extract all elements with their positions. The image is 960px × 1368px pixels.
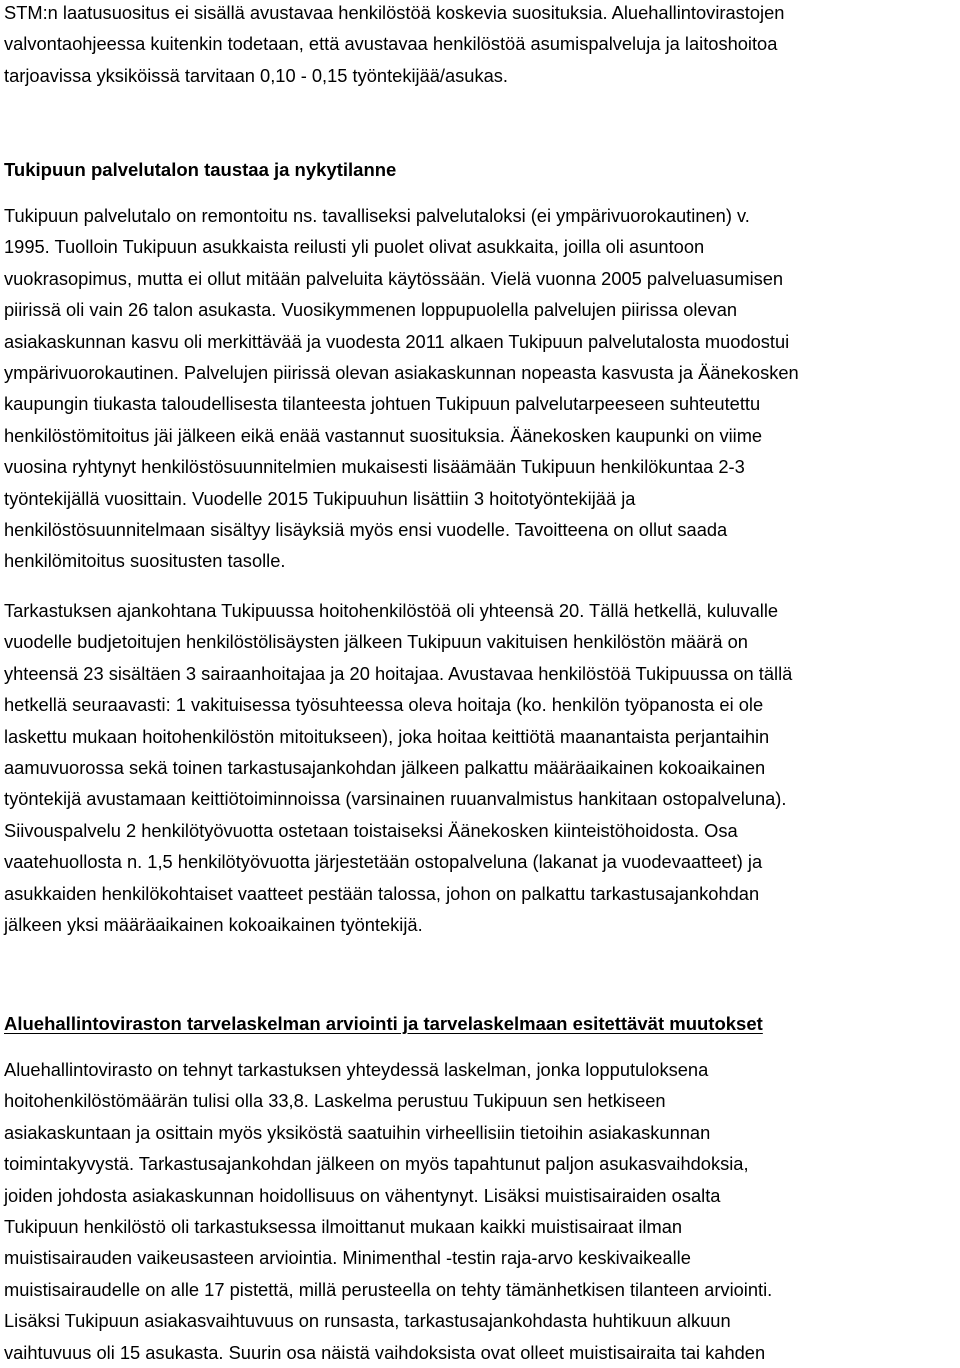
text-line: toimintakyvystä. Tarkastusajankohdan jälkeen on myös tapahtunut paljon asukasvaihdoksia, [4,1153,749,1175]
text-line: henkilömitoitus suositusten tasolle. [4,550,286,572]
text-line: Tukipuun palvelutalo on remontoitu ns. tavalliseksi palvelutaloksi (ei ympärivuorokautinen) v. [4,205,750,226]
text-line: asiakaskuntaan ja osittain myös yksiköstä saatuihin virheellisiin tietoihin asiakaskunnan [4,1121,711,1143]
text-line: vuosina ryhtynyt henkilöstösuunnitelmien mukaisesti lisäämään Tukipuun henkilökuntaa 2-3 [4,456,745,478]
text-line: työntekijällä vuosittain. Vuodelle 2015 Tukipuuhun lisättiin 3 hoitotyöntekijää ja [4,487,636,509]
text-line: joiden johdosta asiakaskunnan hoidollisuus on vähentynyt. Lisäksi muistisairaiden osalta [4,1184,721,1206]
paragraph-staff [4,595,792,940]
text-line: hetkellä seuraavasti: 1 vakituisessa työsuhteessa oleva hoitaja (ko. henkilön työpanosta ei ole [4,694,764,716]
text-line: laskettu mukaan hoitohenkilöstön mitoitukseen), joka hoitaa keittiötä maanantaista perjantaihin [4,725,770,747]
section-heading-background: Tukipuun palvelutalon taustaa ja nykytilanne [4,159,397,180]
text-line: vaihtuvuus oli 15 asukasta. Suurin osa näistä vaihdoksista ovat olleet muistisairaita tai kahden [4,1341,766,1363]
text-line: kaupungin tiukasta taloudellisesta tilanteesta johtuen Tukipuun palvelutarpeeseen suhteutettu [4,393,761,415]
paragraph-background [4,200,799,577]
text-line: asukkaiden henkilökohtaiset vaatteet pestään talossa, johon on palkattu tarkastusajankohdan [4,882,760,904]
text-line: ympärivuorokautinen. Palvelujen piirissä olevan asiakaskunnan nopeasta kasvusta ja Äänekosken [4,362,799,384]
text-line: työntekijä avustamaan keittiötoiminnoissa (varsinainen ruuanvalmistus hankitaan ostopalveluna). [4,788,787,810]
text-line: jälkeen yksi määräaikainen kokoaikainen työntekijä. [4,914,423,936]
text-line: piirissä oli vain 26 talon asukasta. Vuosikymmenen loppupuolella palvelujen piirissa olevan [4,299,738,321]
text-line: asiakaskunnan kasvu oli merkittävää ja vuodesta 2011 alkaen Tukipuun palvelutalosta muodostui [4,330,790,352]
text-line: yhteensä 23 sisältäen 3 sairaanhoitajaa ja 20 hoitajaa. Avustavaa henkilöstöä Tukipuussa on tällä [4,662,793,684]
text-line: tarjoavissa yksiköissä tarvitaan 0,10 - 0,15 työntekijää/asukas. [4,64,509,86]
text-line: Siivouspalvelu 2 henkilötyövuotta ostetaan toistaiseksi Äänekosken kiinteistöhoidosta. Osa [4,819,738,841]
text-line: muistisairaudelle on alle 17 pistettä, millä perusteella on tehty tämänhetkisen tilanteen arviointi. [4,1278,773,1300]
paragraph-assessment [4,1054,772,1368]
text-line: henkilöstösuunnitelmaan sisältyy lisäyksiä myös ensi vuodelle. Tavoitteena on ollut saada [4,519,728,541]
text-line: Aluehallintovirasto on tehnyt tarkastuksen yhteydessä laskelman, jonka lopputuloksena [4,1059,709,1080]
text-line: vaatehuollosta n. 1,5 henkilötyövuotta järjestetään ostopalveluna (lakanat ja vuodevaatteet) ja [4,851,763,873]
text-line: muistisairauden vaikeusasteen arviointia. Minimenthal -testin raja-arvo keskivaikealle [4,1247,691,1269]
paragraph-intro [4,0,784,91]
text-line: vuokrasopimus, mutta ei ollut mitään palveluita käytössään. Vielä vuonna 2005 palveluasumisen [4,267,784,289]
text-line: Tukipuun henkilöstö oli tarkastuksessa ilmoittanut mukaan kaikki muistisairaat ilman [4,1216,683,1238]
text-line: aamuvuorossa sekä toinen tarkastusajankohdan jälkeen palkattu määräaikainen kokoaikainen [4,757,766,779]
text-line: vuodelle budjetoitujen henkilöstölisäysten jälkeen Tukipuun vakituisen henkilöstön määrä on [4,631,748,653]
text-line: Tarkastuksen ajankohtana Tukipuussa hoitohenkilöstöä oli yhteensä 20. Tällä hetkellä, kuluvalle [4,600,779,621]
text-line: hoitohenkilöstömäärän tulisi olla 33,8. Laskelma perustuu Tukipuun sen hetkiseen [4,1090,666,1112]
text-line: 1995. Tuolloin Tukipuun asukkaista reilusti yli puolet olivat asukkaita, joilla oli asuntoon [4,236,705,258]
text-line: valvontaohjeessa kuitenkin todetaan, että avustavaa henkilöstöä asumispalveluja ja laitoshoitoa [4,33,778,55]
text-line: Lisäksi Tukipuun asiakasvaihtuvuus on runsasta, tarkastusajankohdasta huhtikuun alkuun [4,1310,731,1332]
text-line: henkilöstömitoitus jäi jälkeen eikä enää vastannut suosituksia. Äänekosken kaupunki on viime [4,424,763,446]
text-line: STM:n laatusuositus ei sisällä avustavaa henkilöstöä koskevia suosituksia. Aluehallintovirastojen [4,2,785,23]
section-heading-assessment: Aluehallintoviraston tarvelaskelman arviointi ja tarvelaskelmaan esitettävät muutokset [4,1013,763,1034]
